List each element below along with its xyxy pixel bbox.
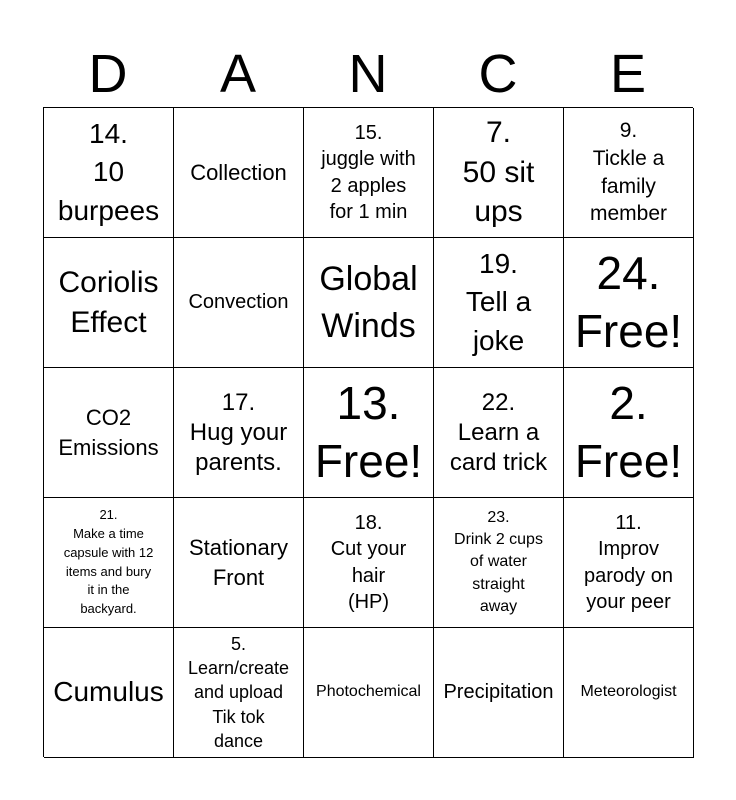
bingo-cell[interactable] bbox=[434, 628, 564, 758]
cell-text: Coriolis Effect bbox=[58, 265, 159, 339]
header-letter-n: N bbox=[348, 44, 388, 104]
cell-text: 22. Learn a card trick bbox=[449, 388, 548, 476]
column-header bbox=[43, 40, 693, 108]
bingo-cell[interactable] bbox=[174, 108, 304, 238]
cell-text: Photochemical bbox=[316, 683, 421, 701]
bingo-cell[interactable] bbox=[564, 108, 694, 238]
cell-text: 14. 10 burpees bbox=[57, 117, 160, 226]
cell-text: 23. Drink 2 cups of water straight away bbox=[454, 508, 543, 616]
bingo-cell[interactable] bbox=[304, 498, 434, 628]
cell-text: Meteorologist bbox=[580, 683, 677, 701]
bingo-cell[interactable] bbox=[434, 108, 564, 238]
cell-text: 15. juggle with 2 apples for 1 min bbox=[321, 121, 416, 223]
cell-text: Cumulus bbox=[53, 676, 164, 708]
bingo-cell[interactable] bbox=[44, 498, 174, 628]
cell-text: Precipitation bbox=[443, 681, 554, 704]
header-letter-e: E bbox=[609, 44, 647, 104]
cell-text: 18. Cut your hair (HP) bbox=[330, 511, 407, 613]
bingo-cell[interactable] bbox=[564, 498, 694, 628]
bingo-cell[interactable] bbox=[174, 628, 304, 758]
cell-text: 7. 50 sit ups bbox=[462, 116, 535, 229]
cell-text: 13. Free! bbox=[314, 377, 423, 487]
bingo-cell[interactable] bbox=[564, 238, 694, 368]
bingo-cell[interactable] bbox=[564, 628, 694, 758]
bingo-cell[interactable] bbox=[434, 498, 564, 628]
cell-text: 5. Learn/create and upload Tik tok dance bbox=[187, 633, 290, 751]
cell-text: CO2 Emissions bbox=[58, 404, 159, 460]
bingo-cell[interactable] bbox=[304, 238, 434, 368]
bingo-cell[interactable] bbox=[44, 108, 174, 238]
bingo-cell[interactable] bbox=[304, 628, 434, 758]
cell-text: 2. Free! bbox=[574, 377, 683, 487]
bingo-cell[interactable] bbox=[44, 238, 174, 368]
cell-text: Global Winds bbox=[319, 259, 418, 345]
header-letter-c: C bbox=[478, 44, 518, 104]
bingo-cell[interactable] bbox=[434, 368, 564, 498]
bingo-cell[interactable] bbox=[174, 498, 304, 628]
cell-text: 19. Tell a joke bbox=[465, 247, 532, 356]
bingo-cell[interactable] bbox=[174, 238, 304, 368]
bingo-cell[interactable] bbox=[564, 368, 694, 498]
cell-text: 17. Hug your parents. bbox=[189, 388, 288, 476]
header-letter-d: D bbox=[88, 44, 128, 104]
bingo-board bbox=[43, 107, 693, 757]
bingo-cell[interactable] bbox=[304, 368, 434, 498]
cell-text: 11. Improv parody on your peer bbox=[584, 511, 673, 613]
header-letter-a: A bbox=[219, 44, 257, 104]
cell-text: 21. Make a time capsule with 12 items and bury it in the backyard. bbox=[63, 506, 154, 617]
cell-text: Convection bbox=[188, 291, 289, 314]
bingo-cell[interactable] bbox=[44, 628, 174, 758]
cell-text: 9. Tickle a family member bbox=[589, 119, 668, 226]
bingo-cell[interactable] bbox=[174, 368, 304, 498]
bingo-cell[interactable] bbox=[434, 238, 564, 368]
cell-text: 24. Free! bbox=[574, 247, 683, 357]
cell-text: Stationary Front bbox=[188, 534, 289, 590]
cell-text: Collection bbox=[190, 159, 287, 185]
bingo-cell[interactable] bbox=[44, 368, 174, 498]
bingo-cell[interactable] bbox=[304, 108, 434, 238]
